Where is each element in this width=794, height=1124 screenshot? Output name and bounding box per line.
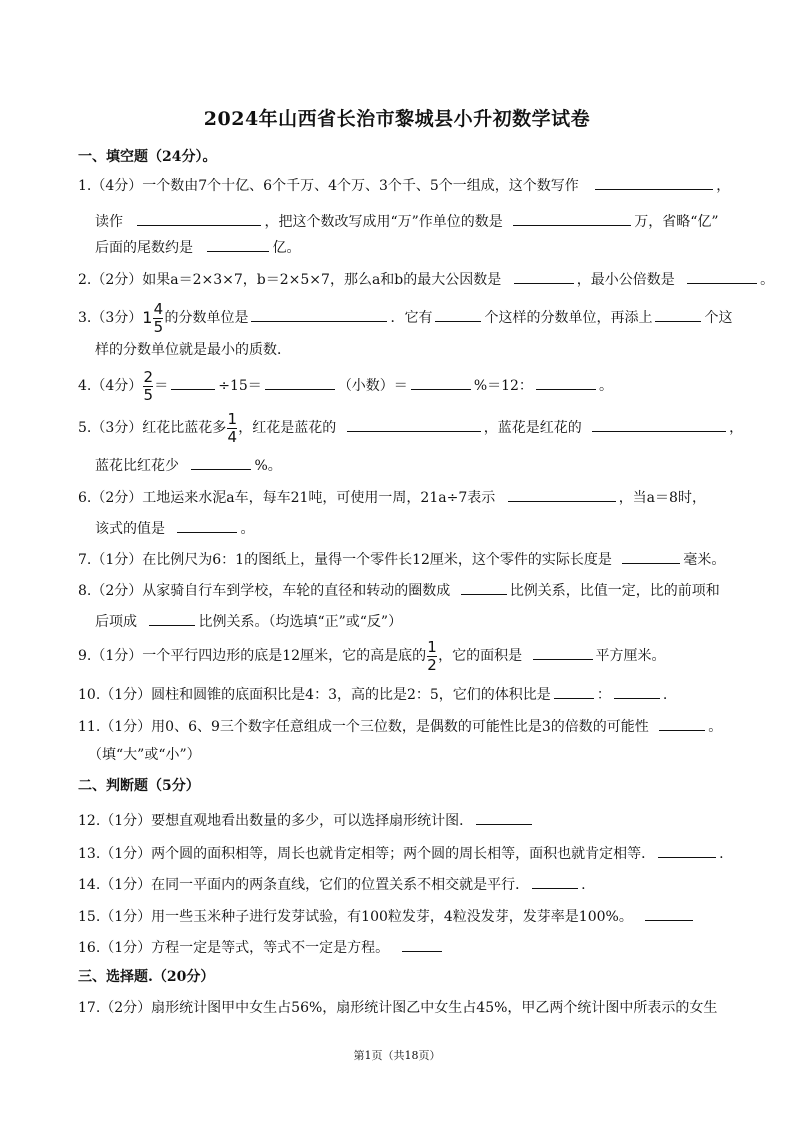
question-11-line-1 (78, 716, 722, 737)
fraction-numerator: 4 (153, 300, 164, 318)
answer-blank[interactable] (533, 645, 593, 660)
question-4-text: （小数）＝ (337, 378, 408, 394)
question-6-text: 该式的值是 (95, 521, 165, 537)
question-11-line-2: （填“大”或“小”） (88, 747, 201, 763)
question-5-text: ，蓝花是红花的 (483, 420, 582, 436)
page-title: 2024年山西省长治市黎城县小升初数学试卷 (203, 108, 591, 130)
question-1-text: 亿。 (272, 240, 301, 256)
question-3-text: 个这样的分数单位，再添上 (484, 310, 653, 326)
question-10-text: ： (596, 687, 611, 703)
answer-blank[interactable] (554, 684, 594, 699)
answer-blank[interactable] (514, 269, 574, 284)
question-6-text: 6.（2分）工地运来水泥a车，每车21吨，可使用一周，21a÷7表示 (78, 490, 496, 506)
question-8-text: 后项成 (95, 614, 137, 630)
question-3-text: 的分数单位是 (164, 310, 249, 326)
question-17: 17.（2分）扇形统计图甲中女生占56%，扇形统计图乙中女生占45%，甲乙两个统计图中所表示的女生 (78, 1000, 718, 1016)
answer-blank[interactable] (645, 906, 693, 921)
answer-blank[interactable] (347, 417, 481, 432)
question-13 (78, 843, 724, 864)
fraction-denominator: 5 (143, 386, 154, 404)
question-14-text: 14.（1分）在同一平面内的两条直线，它们的位置关系不相交就是平行． (78, 877, 530, 893)
question-4-text: %＝12： (473, 378, 533, 394)
question-1-text: 万，省略“亿” (634, 214, 719, 230)
question-4-text: 。 (598, 378, 613, 394)
section-heading-multiple-choice: 三、选择题.（20分） (78, 969, 215, 985)
question-10-text: 10.（1分）圆柱和圆锥的底面积比是4：3，高的比是2：5，它们的体积比是 (78, 687, 551, 703)
question-14-text: . (581, 877, 586, 893)
question-2-text: 2.（2分）如果a＝2×3×7，b＝2×5×7，那么a和b的最大公因数是 (78, 272, 502, 288)
question-3-text: ．它有 (390, 310, 433, 326)
answer-blank[interactable] (658, 843, 716, 858)
question-8-line-1 (78, 580, 720, 601)
question-13-text: 13.（1分）两个圆的面积相等，周长也就肯定相等；两个圆的周长相等，面积也就肯定相等． (78, 846, 656, 862)
question-7-text: 7.（1分）在比例尺为6：1的图纸上，量得一个零件长12厘米，这个零件的实际长度是 (78, 552, 612, 568)
answer-blank[interactable] (476, 810, 532, 825)
question-7-text: 毫米。 (683, 552, 726, 568)
question-1-text: 读作 (95, 214, 123, 230)
question-2 (78, 269, 774, 290)
question-7 (78, 549, 725, 570)
fraction-denominator: 2 (427, 656, 437, 674)
answer-blank[interactable] (595, 175, 713, 190)
question-6-text: ，当a＝8时， (618, 490, 706, 506)
answer-blank[interactable] (614, 684, 660, 699)
fraction-numerator: 2 (143, 368, 154, 386)
question-12-text: 12.（1分）要想直观地看出数量的多少，可以选择扇形统计图． (78, 813, 474, 829)
answer-blank[interactable] (532, 874, 578, 889)
fraction-numerator: 1 (227, 410, 238, 428)
answer-blank[interactable] (435, 307, 481, 322)
question-1-line-1: 1.（4分）一个数由7个十亿、6个千万、4个万、3个千、5个一组成，这个数写作 ， (78, 175, 730, 196)
answer-blank[interactable] (207, 237, 269, 252)
question-8-text: 比例关系。（均选填“正”或“反”） (198, 614, 403, 630)
question-6-line-1 (78, 487, 706, 508)
section-heading-fill-blank: 一、填空题（24分）。 (78, 149, 217, 165)
question-5-text: ，红花是蓝花的 (238, 420, 337, 436)
question-16 (78, 937, 445, 958)
question-5-text: 5.（3分）红花比蓝花多 (78, 420, 227, 436)
answer-blank[interactable] (411, 375, 471, 390)
question-15 (78, 906, 696, 927)
answer-blank[interactable] (461, 580, 507, 595)
question-13-text: . (719, 846, 724, 862)
answer-blank[interactable] (513, 211, 631, 226)
fraction-denominator: 5 (153, 318, 164, 336)
answer-blank[interactable] (251, 307, 387, 322)
question-5-text: ， (729, 420, 744, 436)
question-3-text: 3.（3分） (78, 310, 143, 326)
question-8-text: 比例关系，比值一定，比的前项和 (509, 583, 720, 599)
answer-blank[interactable] (137, 211, 261, 226)
question-1-line-2 (95, 211, 719, 232)
question-4 (78, 368, 613, 404)
question-1-text: 后面的尾数约是 (95, 240, 193, 256)
answer-blank[interactable] (149, 611, 195, 626)
section-heading-judgement: 二、判断题（5分） (78, 778, 200, 794)
question-12 (78, 810, 535, 831)
question-9 (78, 638, 666, 674)
answer-blank[interactable] (592, 417, 726, 432)
question-16-text: 16.（1分）方程一定是等式，等式不一定是方程。 (78, 940, 390, 956)
answer-blank[interactable] (191, 455, 251, 470)
question-2-text: ，最小公倍数是 (576, 272, 675, 288)
question-9-text: ，它的面积是 (438, 648, 523, 664)
answer-blank[interactable] (687, 269, 757, 284)
fraction (143, 370, 153, 402)
question-1-text: 1.（4分）一个数由7个十亿、6个千万、4个万、3个千、5个一组成，这个数写作 (78, 178, 579, 194)
question-9-text: 平方厘米。 (595, 648, 666, 664)
answer-blank[interactable] (171, 375, 215, 390)
question-5-line-2 (95, 455, 282, 476)
mixed-number-whole: 1 (142, 308, 153, 327)
answer-blank[interactable] (177, 518, 237, 533)
question-4-text: ÷15＝ (218, 378, 262, 394)
question-14 (78, 874, 586, 895)
question-5-text: 蓝花比红花少 (95, 458, 179, 474)
question-3-line-2: 样的分数单位就是最小的质数． (95, 342, 291, 358)
fraction-denominator: 4 (227, 428, 238, 446)
answer-blank[interactable] (659, 716, 705, 731)
question-9-text: 9.（1分）一个平行四边形的底是12厘米，它的高是底的 (78, 648, 427, 664)
question-1-text: ，把这个数改写成用“万”作单位的数是 (264, 214, 503, 230)
question-6-text: 。 (240, 521, 255, 537)
page-footer: 第1页（共18页） (353, 1049, 441, 1062)
answer-blank[interactable] (508, 487, 616, 502)
question-4-text: ＝ (154, 378, 169, 394)
question-6-line-2 (95, 518, 254, 539)
fraction (427, 640, 437, 672)
question-3-line-1 (78, 300, 732, 336)
fraction (227, 412, 237, 444)
answer-blank[interactable] (402, 937, 442, 952)
question-8-line-2 (95, 611, 402, 632)
question-1-line-3 (95, 237, 300, 258)
question-10 (78, 684, 667, 705)
question-8-text: 8.（2分）从家骑自行车到学校，车轮的直径和转动的圈数成 (78, 583, 451, 599)
question-5-line-1 (78, 410, 743, 446)
question-3-text: 个这 (704, 310, 733, 326)
answer-blank[interactable] (655, 307, 701, 322)
question-10-text: . (662, 687, 668, 703)
fraction (153, 302, 163, 334)
question-4-text: 4.（4分） (78, 378, 143, 394)
question-11-text: 11.（1分）用0、6、9三个数字任意组成一个三位数，是偶数的可能性比是3的倍数的可能性 (78, 719, 649, 735)
answer-blank[interactable] (622, 549, 680, 564)
answer-blank[interactable] (536, 375, 596, 390)
question-15-text: 15.（1分）用一些玉米种子进行发芽试验，有100粒发芽，4粒没发芽，发芽率是100%。 (78, 909, 633, 925)
question-2-text: 。 (760, 272, 775, 288)
fraction-numerator: 1 (427, 638, 437, 656)
question-11-text: 。 (708, 719, 723, 735)
question-5-text: %。 (254, 458, 282, 474)
answer-blank[interactable] (265, 375, 335, 390)
